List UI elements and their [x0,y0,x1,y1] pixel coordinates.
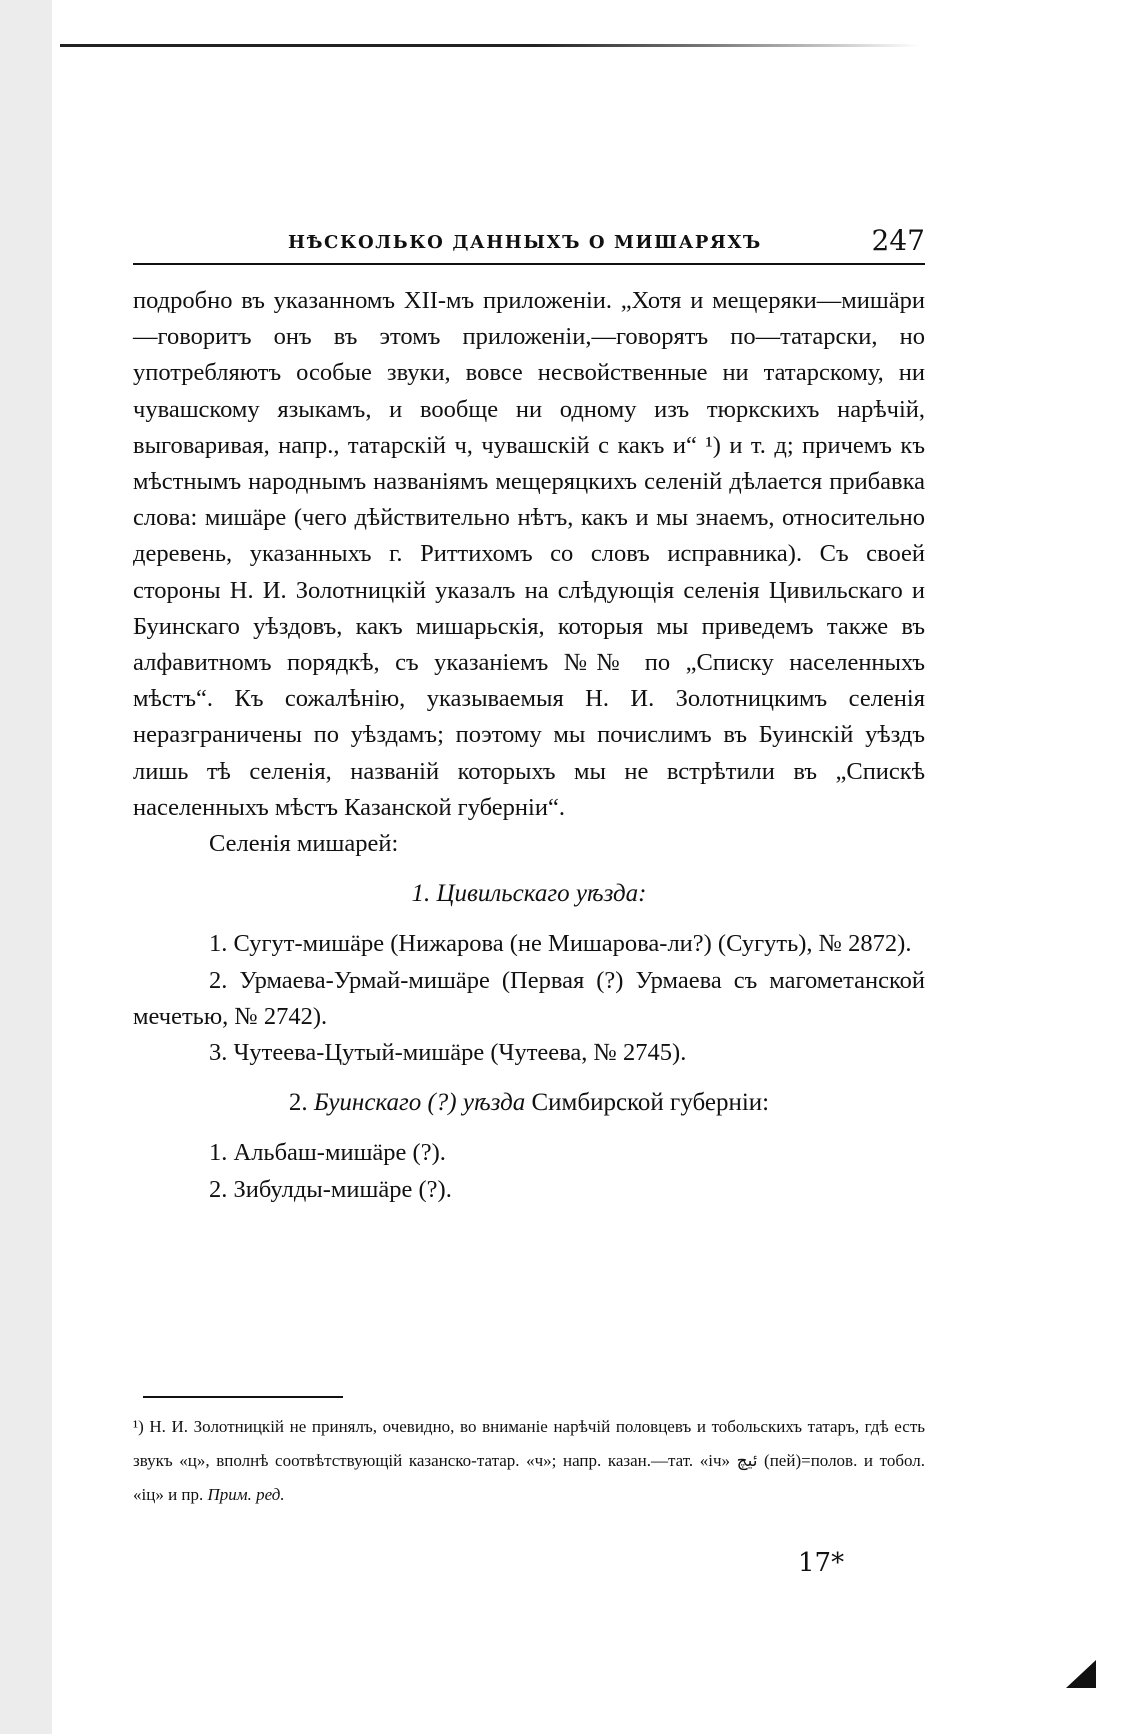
scan-edge-line [60,44,920,47]
section-heading-buinsk [133,1085,925,1121]
footnote-rule [143,1396,343,1398]
list-item: 3. Чутеева-Цутый-мишäре (Чутеева, № 2745). [209,1039,687,1067]
page-number: 247 [871,224,925,257]
section2-heading-rest: Симбирской губерніи: [531,1089,770,1117]
section2-heading-num: 2. [288,1089,308,1117]
signature-mark: 17* [798,1548,845,1578]
list-item: 1. Сугут-мишäре (Нижарова (не Мишарова-ли?) (Сугуть), № 2872). [209,930,912,958]
corner-triangle-icon [1066,1660,1096,1688]
list-item: 1. Альбаш-мишäре (?). [209,1139,446,1167]
section-heading-tsivilsk [133,876,925,912]
paragraph-main: подробно въ указанномъ XII-мъ приложеніи. „Хотя и мещеряки—мишäри—говоритъ онъ въ этомъ приложеніи,—говорятъ по—татарски, но употребляютъ особые звуки, вовсе несвойственные ни татарскому, ни чувашскому языкамъ, и вообще ни одному изъ тюркскихъ нарѣчій, выговаривая, напр., татарскій ч, чувашскій с какъ и“ ¹) и т. д; причемъ къ мѣстнымъ народнымъ названіямъ мещеряцкихъ селеній дѣлается прибавка слова: мишäре (чего дѣйствительно нѣтъ, какъ и мы знаемъ, относительно деревень, указанныхъ г. Риттихомъ со словъ исправника). Съ своей стороны Н. И. Золотницкій указалъ на слѣдующія селенія Цивильскаго и Буинскаго уѣздовъ, какъ мишарьскія, которыя мы приведемъ также въ алфавитномъ порядкѣ, съ указаніемъ №№ по „Списку населенныхъ мѣстъ“. Къ сожалѣнію, указываемыя Н. И. Золотницкимъ селенія неразграничены по уѣздамъ; поэтому мы почислимъ въ Буинскій уѣздъ лишь тѣ селенія, названій которыхъ мы не встрѣтили въ „Спискѣ населенныхъ мѣстъ Казанской губерніи“. [133,287,925,821]
section1-heading-text: 1. Цивильскаго уѣзда: [411,880,647,908]
footnote-text: ¹) Н. И. Золотницкій не принялъ, очевидно, во вниманіе нарѣчій половцевъ и тобольскихъ татаръ, гдѣ есть звукъ «ц», вполнѣ соотвѣтствующій казанско-татар. «ч»; напр. казан.—тат. «іч» ﺋﯿﭻ (пей)=полов. и тобол. «іц» и пр. [133,1417,925,1504]
list-item: 2. Урмаева-Урмай-мишäре (Первая (?) Урмаева съ магометанской мечетью, № 2742). [133,966,925,1030]
header-rule [133,263,925,265]
editor-note: Прим. ред. [207,1485,285,1504]
page-header [133,222,925,266]
main-text [133,283,925,1208]
running-title: НѢСКОЛЬКО ДАННЫХЪ О МИШАРЯХЪ [288,232,762,253]
footnote [133,1410,925,1512]
villages-intro: Селенія мишарей: [209,830,399,858]
list-item: 2. Зибулды-мишäре (?). [209,1175,452,1203]
scan-margin [0,0,52,1734]
section2-heading-italic: Буинскаго (?) уѣзда [313,1089,526,1117]
